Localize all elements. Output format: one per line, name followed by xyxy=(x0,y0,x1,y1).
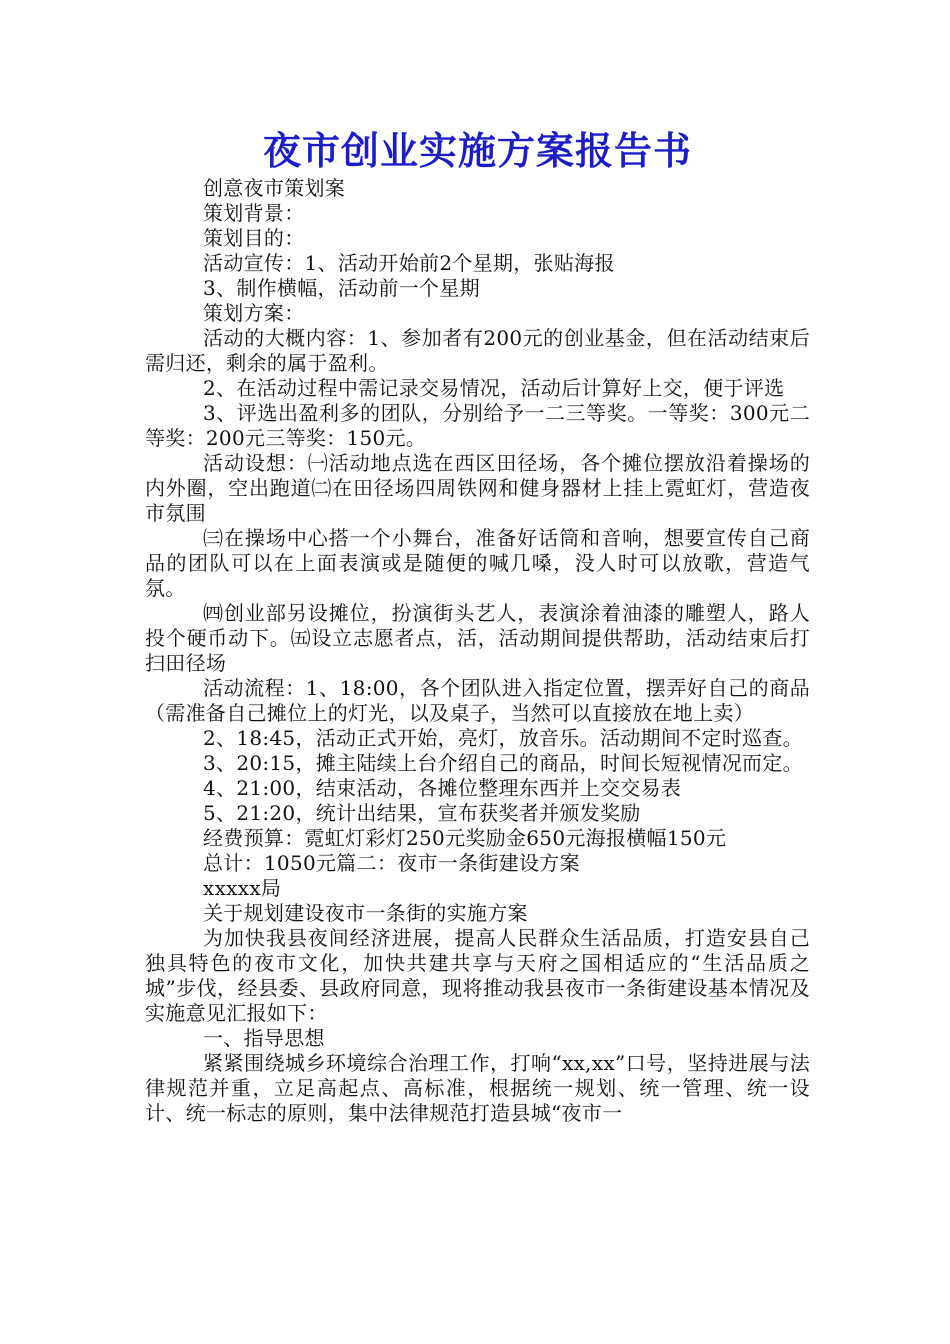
paragraph: 总计：1050元篇二：夜市一条街建设方案 xyxy=(203,851,580,875)
document-title: 夜市创业实施方案报告书 xyxy=(262,128,692,173)
paragraph: 5、21:20，统计出结果，宣布获奖者并颁发奖励 xyxy=(203,801,641,825)
paragraph: 紧紧围绕城乡环境综合治理工作，打响“xx,xx”口号，坚持进展与法律规范并重，立足高起点、高标准，根据统一规划、统一管理、统一设计、统一标志的原则，集中法律规范打造县城“夜市一 xyxy=(145,1051,810,1125)
paragraph: 一、指导思想 xyxy=(203,1026,325,1050)
paragraph: 活动的大概内容：1、参加者有200元的创业基金，但在活动结束后需归还，剩余的属于盈利。 xyxy=(145,326,810,375)
paragraph: ㈣创业部另设摊位，扮演街头艺人，表演涂着油漆的雕塑人，路人投个硬币动下。㈤设立志愿者点，活，活动期间提供帮助，活动结束后打扫田径场 xyxy=(145,601,810,675)
document-page xyxy=(145,128,810,1126)
paragraph: 活动宣传：1、活动开始前2个星期，张贴海报 xyxy=(203,251,615,275)
paragraph: ㈢在操场中心搭一个小舞台，准备好话筒和音响，想要宣传自己商品的团队可以在上面表演或是随便的喊几嗓，没人时可以放歌，营造气氛。 xyxy=(145,526,810,600)
paragraph: 经费预算：霓虹灯彩灯250元奖励金650元海报横幅150元 xyxy=(203,826,727,850)
paragraph: 策划方案： xyxy=(203,301,305,325)
paragraph: 2、在活动过程中需记录交易情况，活动后计算好上交，便于评选 xyxy=(203,376,785,400)
paragraph: 为加快我县夜间经济进展，提高人民群众生活品质，打造安县自己独具特色的夜市文化，加快共建共享与天府之国相适应的“生活品质之城”步伐，经县委、县政府同意，现将推动我县夜市一条街建设基本情况及实施意见汇报如下： xyxy=(145,926,810,1025)
paragraph: 4、21:00，结束活动，各摊位整理东西并上交交易表 xyxy=(203,776,682,800)
paragraph: 策划目的： xyxy=(203,226,305,250)
paragraph: 2、18:45，活动正式开始，亮灯，放音乐。活动期间不定时巡查。 xyxy=(203,726,803,750)
paragraph: 活动设想：㈠活动地点选在西区田径场，各个摊位摆放沿着操场的内外圈，空出跑道㈡在田径场四周铁网和健身器材上挂上霓虹灯，营造夜市氛围 xyxy=(145,451,810,525)
paragraph: xxxxx局 xyxy=(203,876,282,900)
paragraph: 活动流程：1、18:00，各个团队进入指定位置，摆弄好自己的商品（需准备自己摊位上的灯光，以及桌子，当然可以直接放在地上卖） xyxy=(145,676,810,725)
paragraph: 策划背景： xyxy=(203,201,305,225)
paragraph: 3、制作横幅，活动前一个星期 xyxy=(203,276,480,300)
paragraph: 创意夜市策划案 xyxy=(203,176,346,200)
paragraph: 3、评选出盈利多的团队，分别给予一二三等奖。一等奖：300元二等奖：200元三等奖：150元。 xyxy=(145,401,810,450)
paragraph: 关于规划建设夜市一条街的实施方案 xyxy=(203,901,528,925)
paragraph: 3、20:15，摊主陆续上台介绍自己的商品，时间长短视情况而定。 xyxy=(203,751,803,775)
